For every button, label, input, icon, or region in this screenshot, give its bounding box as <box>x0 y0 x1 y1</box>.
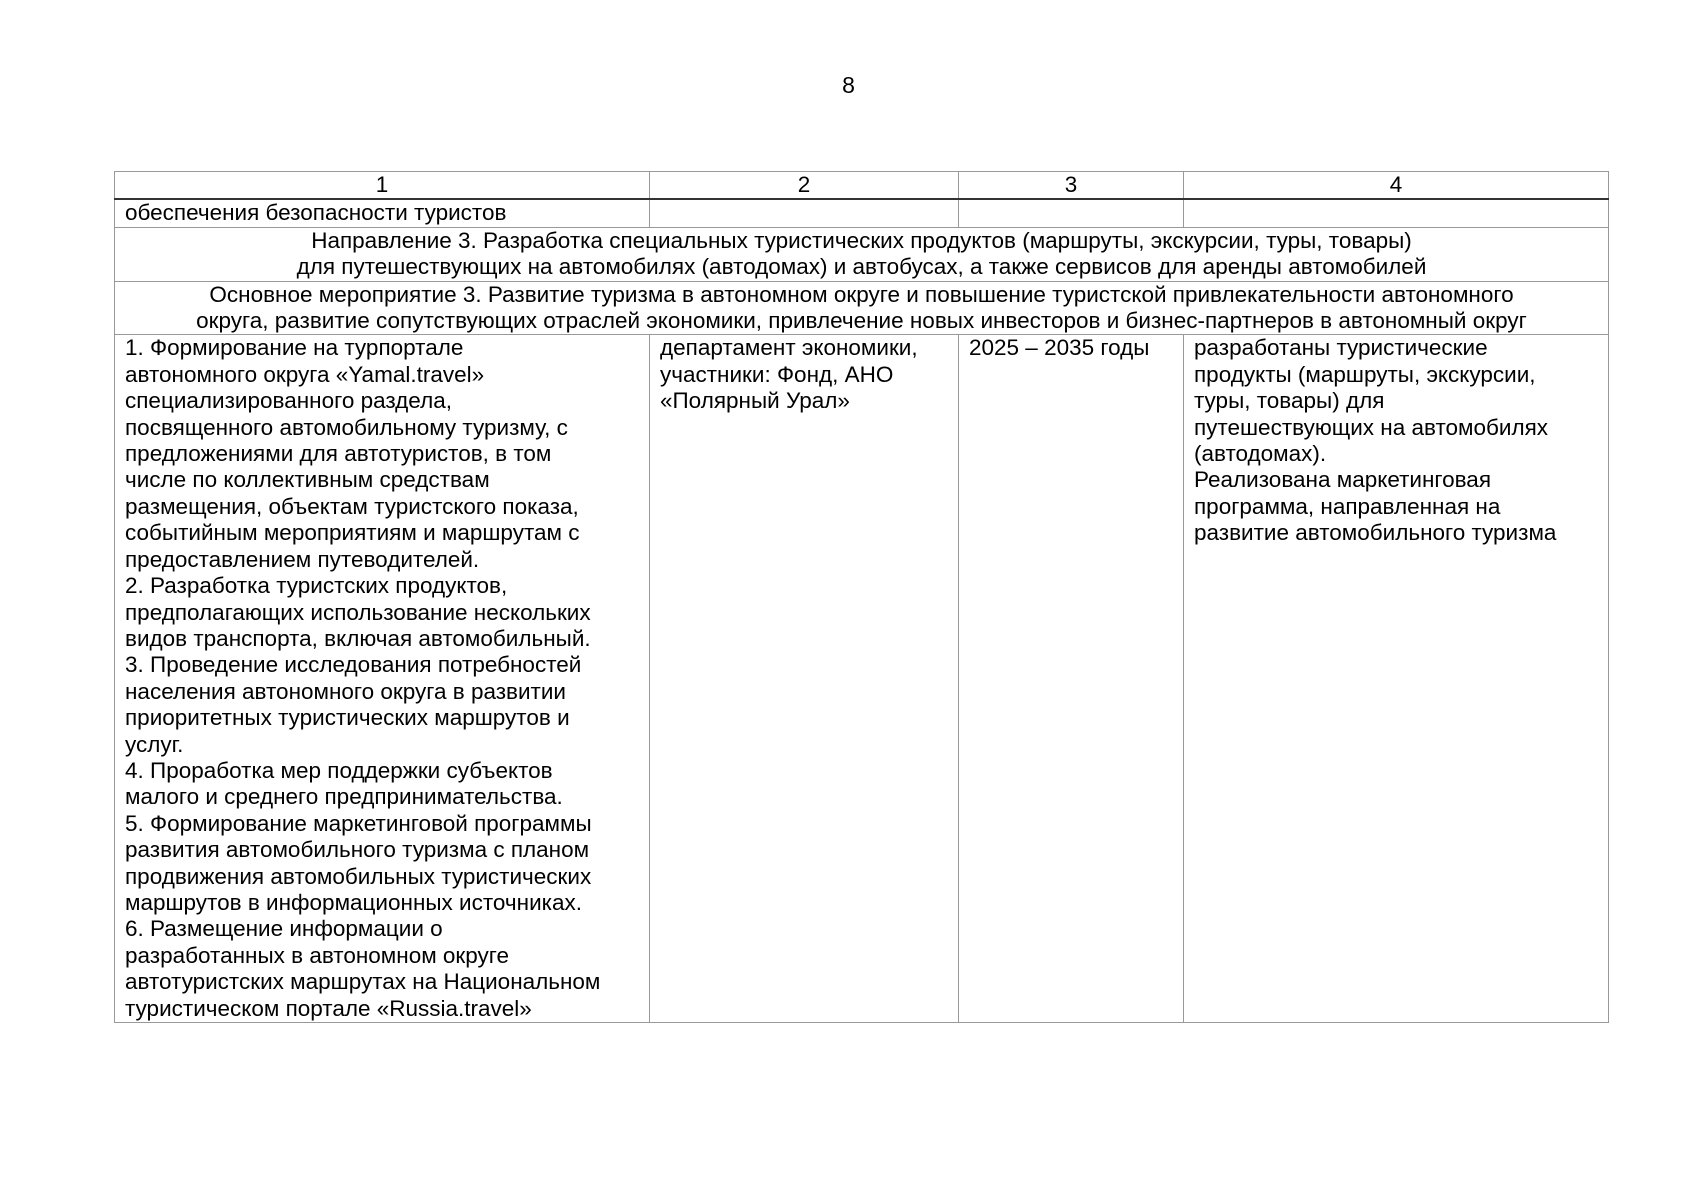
activities-cell: 1. Формирование на турпортале автономного округа «Yamal.travel» специализированного раздела, посвященного автомобильному туризму, с предложениями для автотуристов, в том числе по коллективным средствам размещения, объектам туристского показа, событийным мероприятиям и маршрутам с предоставлением путеводителей. 2. Разработка туристских продуктов, предполагающих использование нескольких видов транспорта, включая автомобильный. 3. Проведение исследования потребностей населения автономного округа в развитии приоритетных туристических маршрутов и услуг. 4. Проработка мер поддержки субъектов малого и среднего предпринимательства. 5. Формирование маркетинговой программы развития автомобильного туризма с планом продвижения автомобильных туристических маршрутов в информационных источниках. 6. Размещение информации о разработанных в автономном округе автотуристских маршрутах на Национальном туристическом портале «Russia.travel» <box>115 335 650 1023</box>
column-number-3: 3 <box>959 172 1184 200</box>
results-cell: разработаны туристические продукты (маршруты, экскурсии, туры, товары) для путешествующих на автомобилях (автодомах). Реализована маркетинговая программа, направленная на развитие автомобильного туризма <box>1184 335 1609 1023</box>
responsible-cell: департамент экономики, участники: Фонд, АНО «Полярный Урал» <box>650 335 959 1023</box>
direction-heading: Направление 3. Разработка специальных туристических продуктов (маршруты, экскурсии, туры, товары) для путешествующих на автомобилях (автодомах) и автобусах, а также сервисов для аренды автомобилей <box>115 227 1609 281</box>
program-table <box>114 171 1609 1023</box>
table-header-row <box>115 172 1609 200</box>
period-cell: 2025 – 2035 годы <box>959 335 1184 1023</box>
column-number-1: 1 <box>115 172 650 200</box>
column-number-2: 2 <box>650 172 959 200</box>
main-event-row <box>115 281 1609 335</box>
continuation-row <box>115 199 1609 227</box>
main-event-heading: Основное мероприятие 3. Развитие туризма в автономном округе и повышение туристской привлекательности автономного округа, развитие сопутствующих отраслей экономики, привлечение новых инвесторов и бизнес-партнеров в автономный округ <box>115 281 1609 335</box>
content-row <box>115 335 1609 1023</box>
column-number-4: 4 <box>1184 172 1609 200</box>
page-number: 8 <box>842 72 855 98</box>
direction-row <box>115 227 1609 281</box>
continuation-empty-cell-4 <box>1184 199 1609 227</box>
continuation-text: обеспечения безопасности туристов <box>115 199 650 227</box>
continuation-empty-cell-3 <box>959 199 1184 227</box>
continuation-empty-cell-2 <box>650 199 959 227</box>
